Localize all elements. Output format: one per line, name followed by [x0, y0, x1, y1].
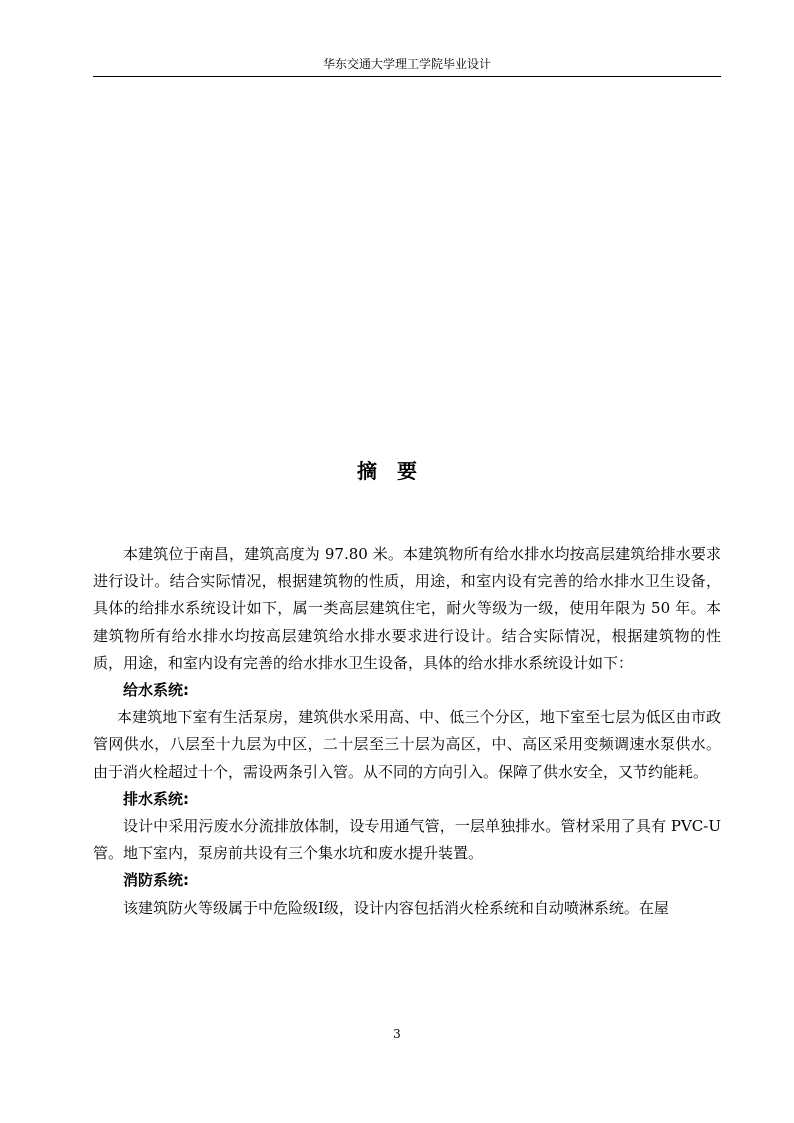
header-title: 华东交通大学理工学院毕业设计: [322, 57, 491, 71]
abstract-title: 摘要: [357, 459, 437, 483]
page-header: [93, 56, 721, 77]
fire-protection-paragraph: 该建筑防火等级属于中危险级Ⅰ级，设计内容包括消火栓系统和自动喷淋系统。在屋: [123, 898, 669, 917]
fire-protection-heading: 消防系统:: [123, 871, 189, 890]
water-supply-heading: 给水系统:: [123, 681, 189, 700]
abstract-body: [93, 541, 721, 922]
abstract-intro-paragraph: 本建筑位于南昌，建筑高度为 97.80 米。本建筑物所有给水排水均按高层建筑给排水要求进行设计。结合实际情况，根据建筑物的性质，用途，和室内设有完善的给水排水卫生设备，具体的给排水系统设计如下，属一类高层建筑住宅，耐火等级为一级，使用年限为 50 年。本建筑物所有给水排水均按高层建筑给水排水要求进行设计。结合实际情况，根据建筑物的性质，用途，和室内设有完善的给水排水卫生设备，具体的给水排水系统设计如下：: [93, 545, 721, 672]
drainage-paragraph: 设计中采用污废水分流排放体制，设专用通气管，一层单独排水。管材采用了具有 PVC-U 管。地下室内，泵房前共设有三个集水坑和废水提升装置。: [93, 817, 721, 863]
page-number: 3: [393, 1027, 401, 1041]
drainage-heading: 排水系统:: [123, 789, 189, 808]
water-supply-paragraph: 本建筑地下室有生活泵房，建筑供水采用高、中、低三个分区，地下室至七层为低区由市政管网供水，八层至十九层为中区，二十层至三十层为高区，中、高区采用变频调速水泵供水。由于消火栓超过十个，需设两条引入管。从不同的方向引入。保障了供水安全，又节约能耗。: [93, 708, 721, 781]
